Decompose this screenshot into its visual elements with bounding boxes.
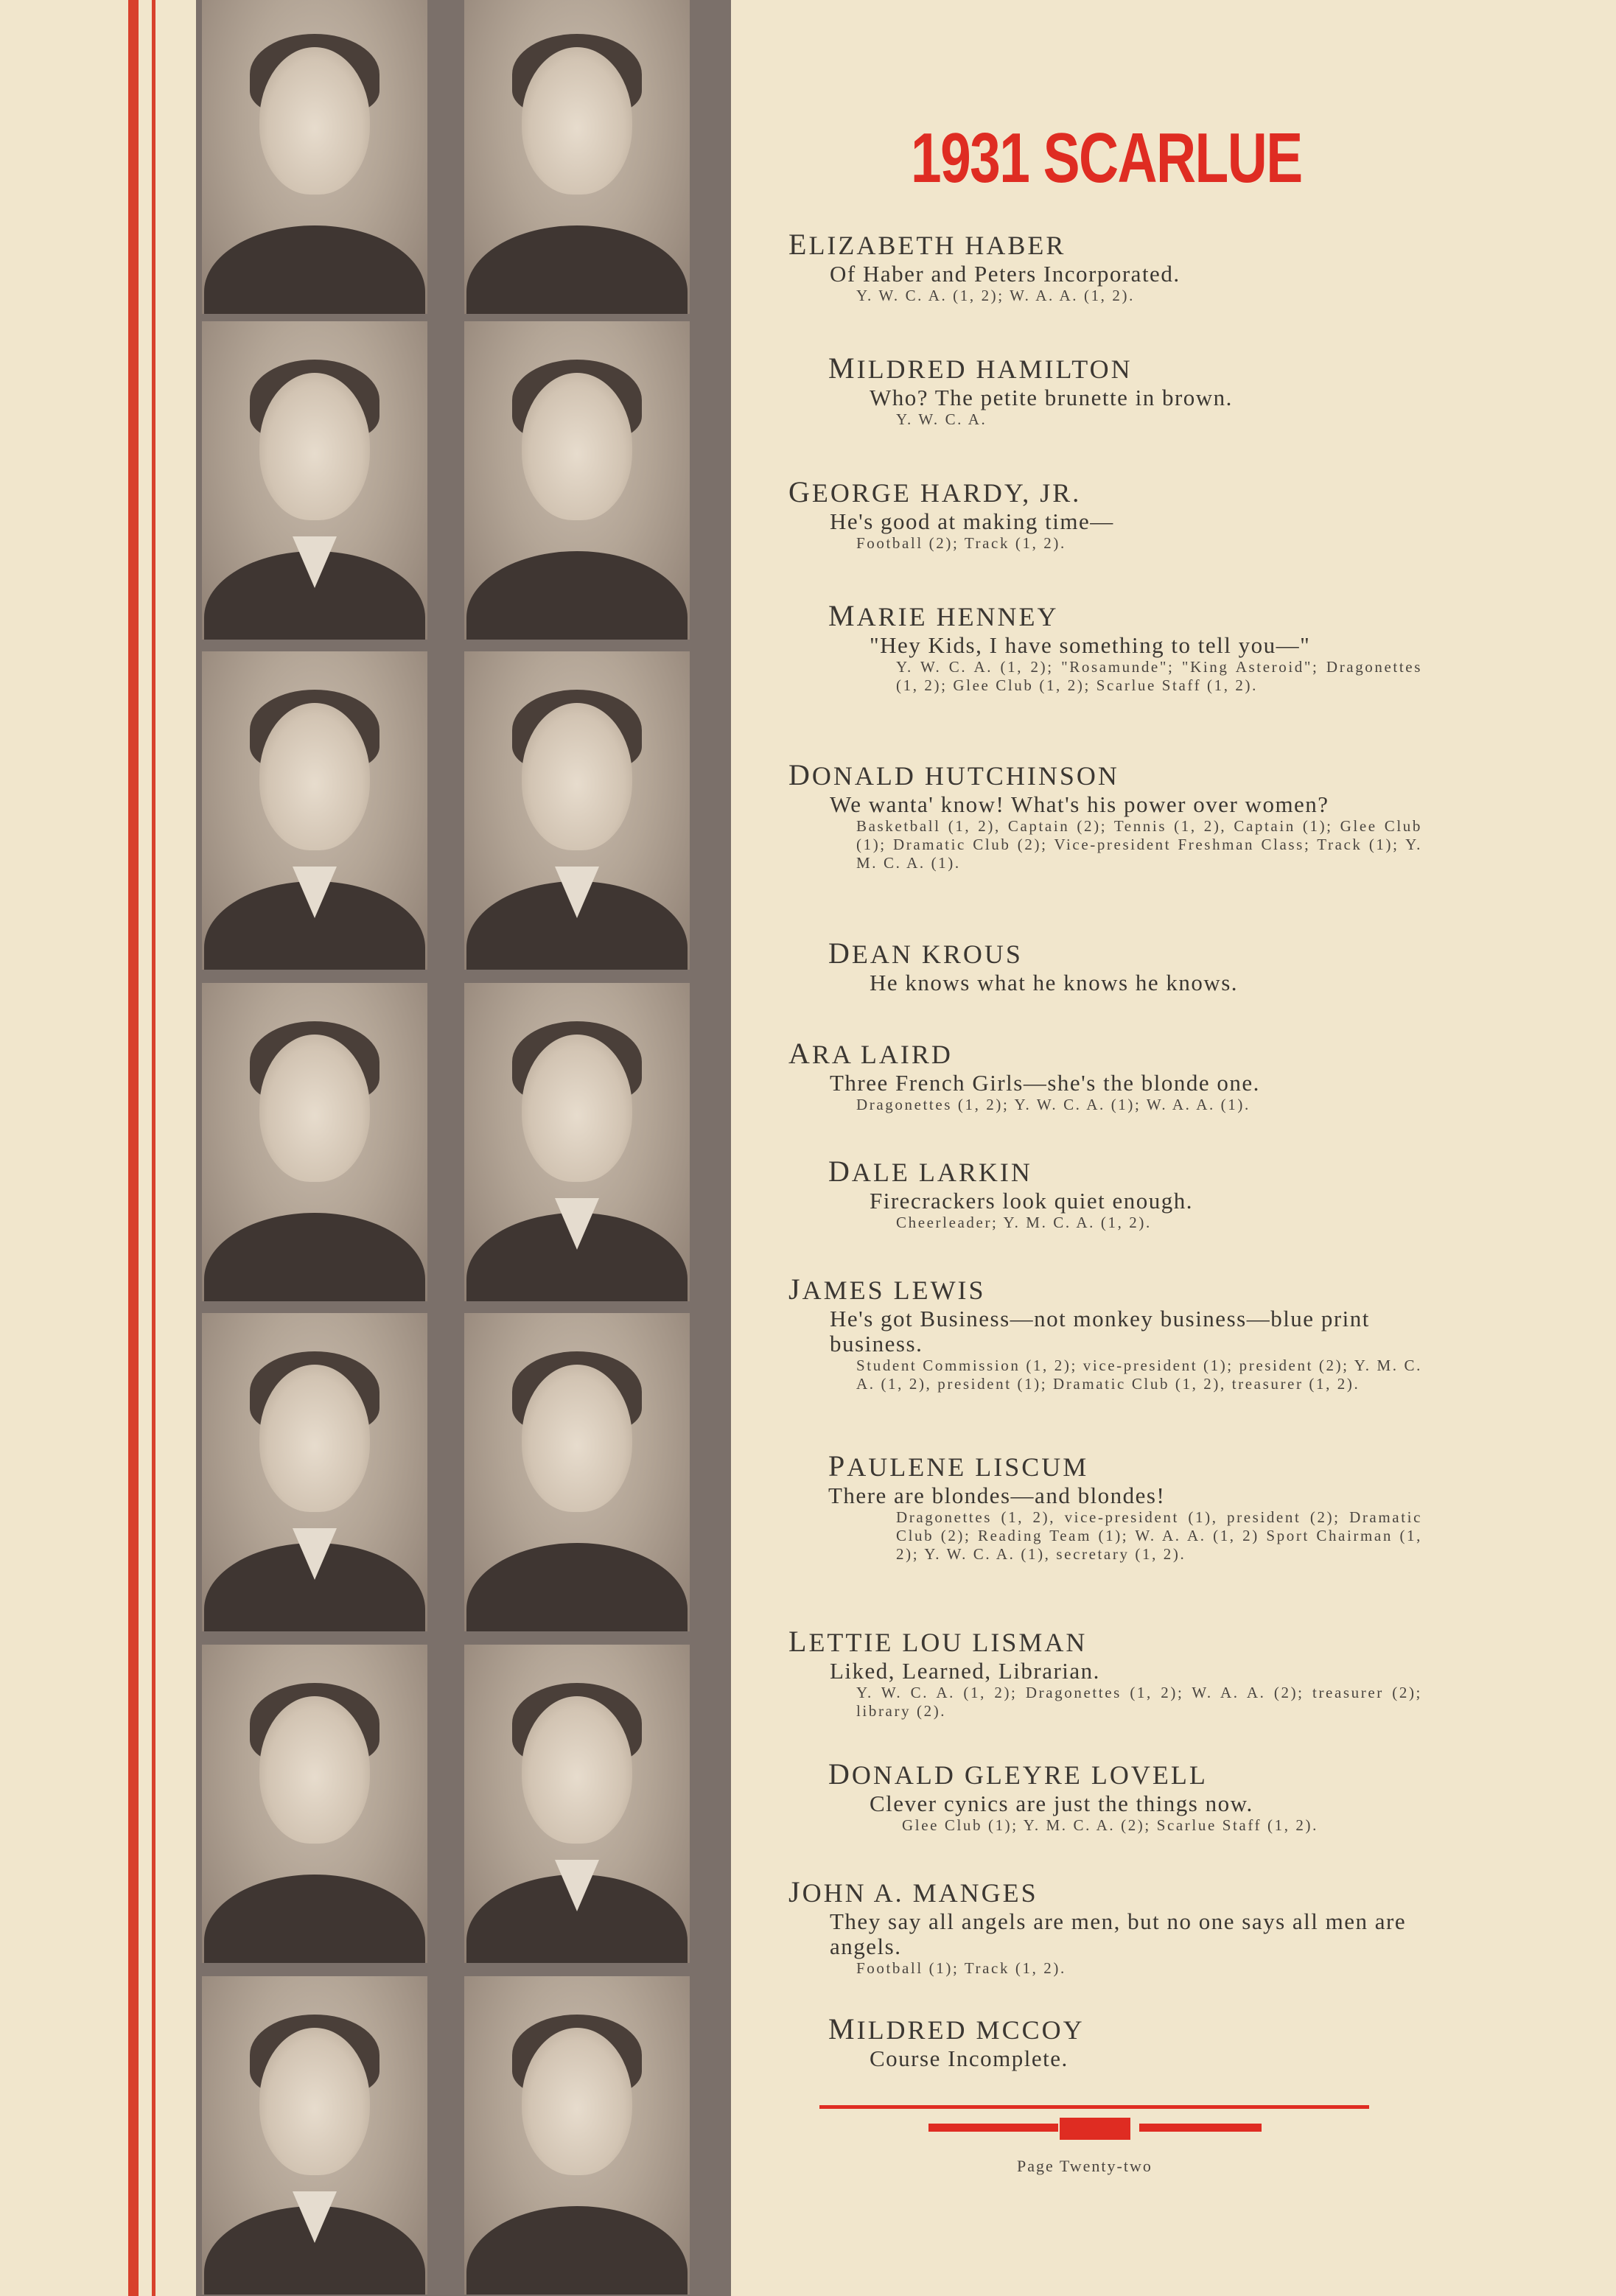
student-quote: They say all angels are men, but no one says all men are angels. — [830, 1908, 1407, 1959]
footer-ornament-right — [1139, 2124, 1262, 2132]
student-activities: Student Commission (1, 2); vice-president (1); president (2); Y. M. C. A. (1, 2), president (1); Dramatic Club (1, 2), treasurer (1, 2). — [856, 1357, 1422, 1393]
student-name: ELIZABETH HABER — [788, 228, 1066, 261]
student-name: DEAN KROUS — [828, 937, 1023, 970]
student-quote: Clever cynics are just the things now. — [870, 1791, 1253, 1816]
student-entry — [828, 1757, 1422, 1835]
student-activities: Dragonettes (1, 2), vice-president (1), president (2); Dramatic Club (2); Reading Team (1); W. A. A. (1, 2) Sport Chairman (1, 2); Y. W. C. A. (1), secretary (1, 2). — [896, 1508, 1422, 1563]
student-quote: We wanta' know! What's his power over women? — [830, 791, 1329, 817]
portrait-photo — [464, 0, 690, 314]
portrait-photo — [202, 1313, 427, 1631]
page-number: Page Twenty-two — [1017, 2157, 1152, 2175]
portrait-photo — [202, 0, 427, 314]
portrait-photo — [464, 1313, 690, 1631]
photo-column — [196, 0, 731, 2296]
margin-rule-thick — [128, 0, 139, 2296]
margin-rule-thin — [152, 0, 155, 2296]
student-quote: Course Incomplete. — [870, 2045, 1068, 2071]
student-activities: Cheerleader; Y. M. C. A. (1, 2). — [896, 1214, 1152, 1231]
student-activities: Football (1); Track (1, 2). — [856, 1959, 1066, 1977]
portrait-photo — [464, 1976, 690, 2295]
student-name: PAULENE LISCUM — [828, 1449, 1089, 1483]
student-name: DONALD GLEYRE LOVELL — [828, 1757, 1208, 1791]
student-name: JAMES LEWIS — [788, 1273, 986, 1306]
student-quote: Liked, Learned, Librarian. — [830, 1658, 1100, 1684]
portrait-photo — [464, 651, 690, 970]
student-name: LETTIE LOU LISMAN — [788, 1625, 1088, 1658]
student-activities: Basketball (1, 2), Captain (2); Tennis (1, 2), Captain (1); Glee Club (1); Dramatic Club (2); Vice-president Freshman Class; Track (1); Y. M. C. A. (1). — [856, 817, 1422, 872]
student-entry — [788, 227, 1422, 305]
student-quote: Three French Girls—she's the blonde one. — [830, 1070, 1260, 1096]
portrait-photo — [202, 1976, 427, 2295]
student-name: MILDRED HAMILTON — [828, 351, 1133, 385]
student-name: DONALD HUTCHINSON — [788, 758, 1119, 791]
student-activities: Y. W. C. A. — [896, 410, 987, 428]
student-quote: Of Haber and Peters Incorporated. — [830, 261, 1180, 287]
portrait-photo — [202, 651, 427, 970]
footer-rule-top — [819, 2105, 1369, 2109]
portrait-photo — [202, 983, 427, 1301]
student-quote: Who? The petite brunette in brown. — [870, 385, 1233, 410]
student-quote: Firecrackers look quiet enough. — [870, 1188, 1194, 1214]
student-entry — [788, 1875, 1422, 1978]
student-name: JOHN A. MANGES — [788, 1875, 1038, 1908]
student-activities: Y. W. C. A. (1, 2); "Rosamunde"; "King Asteroid"; Dragonettes (1, 2); Glee Club (1, 2); Scarlue Staff (1, 2). — [896, 658, 1422, 694]
student-name: ARA LAIRD — [788, 1037, 953, 1070]
student-entry — [828, 1449, 1422, 1564]
page-title: 1931 SCARLUE — [911, 119, 1302, 197]
student-quote: He knows what he knows he knows. — [870, 970, 1239, 995]
student-entry — [828, 1154, 1422, 1232]
student-activities: Glee Club (1); Y. M. C. A. (2); Scarlue Staff (1, 2). — [902, 1816, 1318, 1834]
student-entry — [828, 936, 1422, 995]
student-entry — [788, 1624, 1422, 1721]
student-entry — [788, 1036, 1422, 1114]
student-name: MILDRED MCCOY — [828, 2012, 1085, 2045]
student-entry — [788, 757, 1422, 872]
footer-ornament-center — [1060, 2118, 1130, 2140]
portrait-photo — [464, 321, 690, 640]
student-activities: Dragonettes (1, 2); Y. W. C. A. (1); W. A. A. (1). — [856, 1096, 1251, 1113]
student-entry — [828, 351, 1422, 429]
student-entry — [828, 2012, 1422, 2071]
student-quote: There are blondes—and blondes! — [828, 1483, 1166, 1508]
student-activities: Football (2); Track (1, 2). — [856, 534, 1066, 552]
student-activities: Y. W. C. A. (1, 2); W. A. A. (1, 2). — [856, 287, 1135, 304]
footer-ornament-left — [928, 2124, 1058, 2132]
portrait-photo — [202, 1645, 427, 1963]
portrait-photo — [464, 1645, 690, 1963]
portrait-photo — [202, 321, 427, 640]
student-name: DALE LARKIN — [828, 1155, 1032, 1188]
student-quote: "Hey Kids, I have something to tell you—" — [870, 632, 1311, 658]
portrait-photo — [464, 983, 690, 1301]
student-name: MARIE HENNEY — [828, 599, 1059, 632]
student-activities: Y. W. C. A. (1, 2); Dragonettes (1, 2); W. A. A. (2); treasurer (2); library (2). — [856, 1684, 1422, 1720]
student-quote: He's good at making time— — [830, 508, 1114, 534]
student-entry — [788, 1272, 1422, 1393]
student-entry — [788, 475, 1422, 553]
student-entry — [828, 598, 1422, 695]
student-name: GEORGE HARDY, JR. — [788, 475, 1082, 508]
student-quote: He's got Business—not monkey business—blue print business. — [830, 1306, 1370, 1357]
